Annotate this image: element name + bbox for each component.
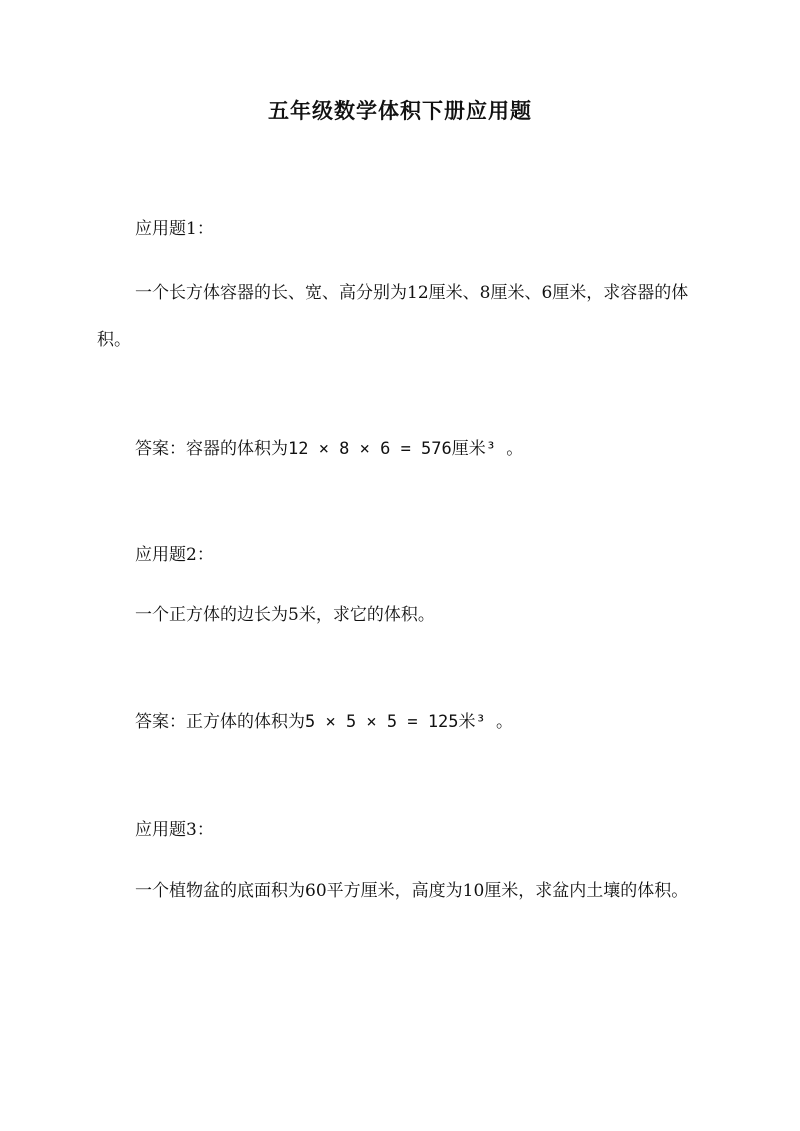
problem-2-answer — [97, 707, 707, 737]
problem-2-question — [97, 600, 707, 630]
problem-answer: 答案：正方体的体积为5 × 5 × 5 = 125米³ 。 — [135, 712, 513, 732]
problem-label: 应用题1： — [135, 219, 214, 239]
problem-label: 应用题2： — [135, 545, 214, 565]
problem-1-question — [97, 270, 707, 364]
problem-1-answer — [97, 434, 707, 464]
problem-3-question — [97, 868, 707, 915]
problem-label: 应用题3： — [135, 820, 214, 840]
problem-3-label — [97, 815, 707, 845]
problem-question: 一个正方体的边长为5米，求它的体积。 — [135, 605, 435, 625]
problem-2-label — [97, 540, 707, 570]
problem-question: 一个长方体容器的长、宽、高分别为12厘米、8厘米、6厘米，求容器的体积。 — [97, 283, 689, 350]
problem-question: 一个植物盆的底面积为60平方厘米，高度为10厘米，求盆内土壤的体积。 — [135, 881, 689, 901]
document-title: 五年级数学体积下册应用题 — [268, 98, 532, 123]
problem-1-label — [97, 214, 707, 244]
problem-answer: 答案：容器的体积为12 × 8 × 6 = 576厘米³ 。 — [135, 439, 524, 459]
